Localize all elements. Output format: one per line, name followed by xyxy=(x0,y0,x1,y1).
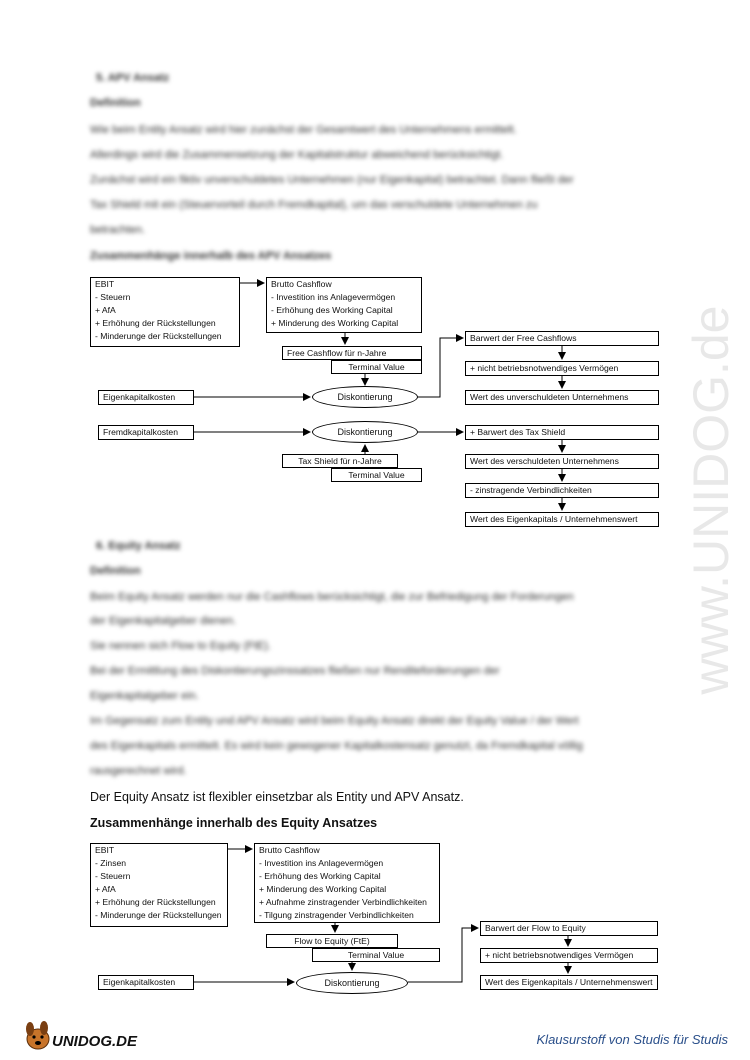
ebit-line: EBIT xyxy=(95,845,115,855)
brutto-line: - Erhöhung des Working Capital xyxy=(259,871,381,881)
apv-definition-label: Definition xyxy=(90,97,141,109)
apv-text-line: Zunächst wird ein fiktiv unverschuldetes Unternehmen (nur Eigenkapital) betrachtet. Dann fließt der xyxy=(90,174,574,186)
equity-text-line: Im Gegensatz zum Entity und APV Ansatz wird beim Equity Ansatz direkt der Equity Value / der Wert xyxy=(90,715,579,727)
apv-diagram-title: Zusammenhänge innerhalb des APV Ansatzes xyxy=(90,250,332,262)
equity-text-line: der Eigenkapitalgeber dienen. xyxy=(90,615,237,627)
svg-text:UNIDOG.DE: UNIDOG.DE xyxy=(52,1033,138,1050)
brutto-line: + Aufnahme zinstragender Verbindlichkeiten xyxy=(259,897,427,907)
apv-free-cashflow-box: Free Cashflow für n-Jahre xyxy=(282,346,422,360)
equity-text-line: Eigenkapitalgeber ein. xyxy=(90,690,199,702)
equity-text-line: rausgerechnet wird. xyxy=(90,765,187,777)
brutto-line: Brutto Cashflow xyxy=(259,845,320,855)
ebit-line: - Steuern xyxy=(95,871,131,881)
ebit-line: - Zinsen xyxy=(95,858,127,868)
ebit-line: - Steuern xyxy=(95,292,131,302)
apv-text-line: betrachten. xyxy=(90,224,146,236)
footer-tagline: Klausurstoff von Studis für Studis xyxy=(536,1032,728,1047)
apv-eigenkapitalkosten-box: Eigenkapitalkosten xyxy=(98,390,194,405)
equity-fte-box: Flow to Equity (FtE) xyxy=(266,934,398,948)
equity-diagram-title: Zusammenhänge innerhalb des Equity Ansatzes xyxy=(90,816,378,830)
apv-text-line: Wie beim Entity Ansatz wird hier zunächst der Gesamtwert des Unternehmens ermittelt. xyxy=(90,124,517,136)
ebit-line: - Minderunge der Rückstellungen xyxy=(95,331,222,341)
apv-right-box: Wert des unverschuldeten Unternehmens xyxy=(465,390,659,405)
apv-tax-shield-box: Tax Shield für n-Jahre xyxy=(282,454,398,468)
apv-terminal-value-box-2: Terminal Value xyxy=(331,468,422,482)
equity-definition-label: Definition xyxy=(90,565,141,577)
apv-right-box: Barwert der Free Cashflows xyxy=(465,331,659,346)
apv-right-box: + Barwert des Tax Shield xyxy=(465,425,659,440)
watermark xyxy=(640,270,750,730)
ebit-line: + AfA xyxy=(95,884,116,894)
apv-terminal-value-box: Terminal Value xyxy=(331,360,422,374)
apv-text-line: Tax Shield mit ein (Steuervorteil durch Fremdkapital), um das verschuldete Unternehmen zu xyxy=(90,199,538,211)
ebit-line: + AfA xyxy=(95,305,116,315)
ebit-line: - Minderunge der Rückstellungen xyxy=(95,910,222,920)
ebit-line: EBIT xyxy=(95,279,115,289)
brutto-line: - Investition ins Anlagevermögen xyxy=(259,858,384,868)
ebit-line: + Erhöhung der Rückstellungen xyxy=(95,897,216,907)
brutto-line: + Minderung des Working Capital xyxy=(259,884,387,894)
apv-right-box: Wert des verschuldeten Unternehmens xyxy=(465,454,659,469)
apv-heading: 5. APV Ansatz xyxy=(96,72,170,84)
equity-text-line: des Eigenkapitals ermittelt. Es wird kein gewogener Kapitalkostensatz genutzt, da Fremdkapital völlig xyxy=(90,740,583,752)
equity-terminal-value-box: Terminal Value xyxy=(312,948,440,962)
apv-text-line: Allerdings wird die Zusammensetzung der Kapitalstruktur abweichend berücksichtigt. xyxy=(90,149,504,161)
equity-eigenkapitalkosten-box: Eigenkapitalkosten xyxy=(98,975,194,990)
equity-right-box: Barwert der Flow to Equity xyxy=(480,921,658,936)
apv-fremdkapitalkosten-box: Fremdkapitalkosten xyxy=(98,425,194,440)
dog-icon xyxy=(26,1021,49,1049)
apv-diskontierung-1: Diskontierung xyxy=(312,386,418,408)
apv-right-box: + nicht betriebsnotwendiges Vermögen xyxy=(465,361,659,376)
ebit-line: + Erhöhung der Rückstellungen xyxy=(95,318,216,328)
arrow-eq-disk-to-barwert xyxy=(408,928,478,982)
svg-text:www.UNIDOG.de: www.UNIDOG.de xyxy=(683,305,740,695)
brutto-line: + Minderung des Working Capital xyxy=(271,318,399,328)
equity-text-line: Beim Equity Ansatz werden nur die Cashflows berücksichtigt, die zur Befriedigung der Forderungen xyxy=(90,591,574,603)
unidog-logo xyxy=(22,1015,152,1055)
equity-text-line: Bei der Ermittlung des Diskontierungszinssatzes fließen nur Renditeforderungen der xyxy=(90,665,500,677)
apv-diskontierung-2: Diskontierung xyxy=(312,421,418,443)
brutto-line: - Tilgung zinstragender Verbindlichkeiten xyxy=(259,910,414,920)
equity-diskontierung: Diskontierung xyxy=(296,972,408,994)
arrow-disk1-to-barwert xyxy=(418,338,463,397)
brutto-line: - Erhöhung des Working Capital xyxy=(271,305,393,315)
equity-clear-line: Der Equity Ansatz ist flexibler einsetzbar als Entity und APV Ansatz. xyxy=(90,790,464,804)
brutto-line: - Investition ins Anlagevermögen xyxy=(271,292,396,302)
apv-right-box: - zinstragende Verbindlichkeiten xyxy=(465,483,659,498)
equity-heading: 6. Equity Ansatz xyxy=(96,540,181,552)
equity-text-line: Sie nennen sich Flow to Equity (FtE). xyxy=(90,640,271,652)
brutto-line: Brutto Cashflow xyxy=(271,279,332,289)
equity-right-box: + nicht betriebsnotwendiges Vermögen xyxy=(480,948,658,963)
apv-right-box: Wert des Eigenkapitals / Unternehmenswert xyxy=(465,512,659,527)
equity-right-box: Wert des Eigenkapitals / Unternehmenswert xyxy=(480,975,658,990)
